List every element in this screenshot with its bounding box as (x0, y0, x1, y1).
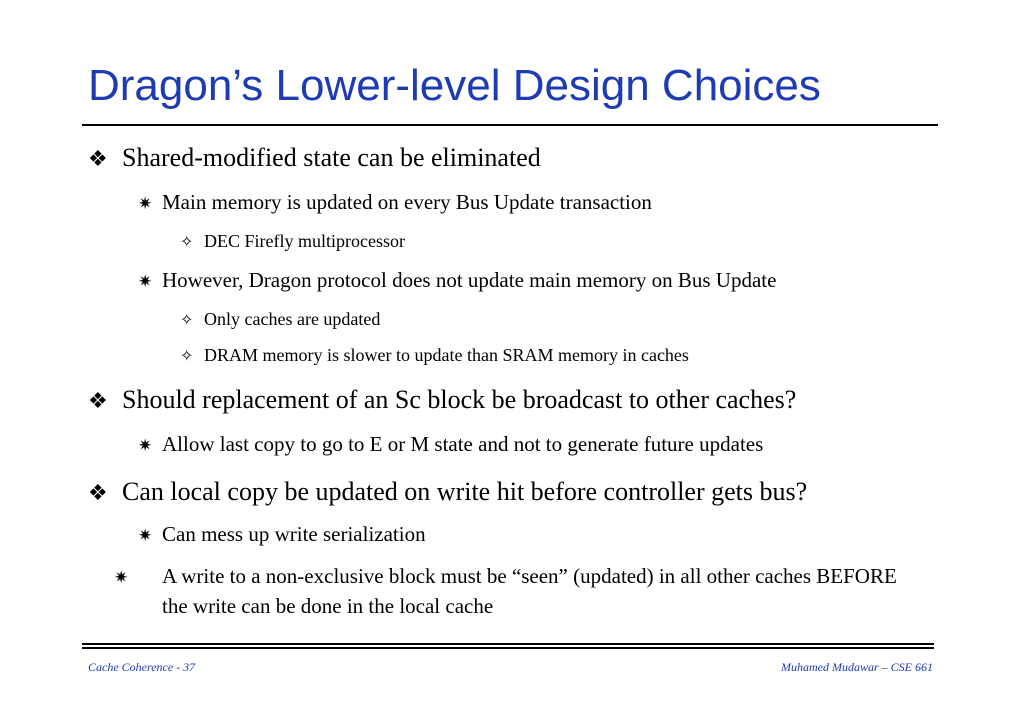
sub-bullet-item (138, 266, 776, 296)
bullet-item (88, 383, 796, 418)
bullet-text: Can local copy be updated on write hit before controller gets bus? (122, 477, 808, 506)
sub-bullet-item (138, 430, 763, 460)
bullet-text: Only caches are updated (204, 309, 381, 329)
footer-divider-bottom (82, 647, 934, 649)
sub-bullet-item (138, 520, 426, 550)
bullet-text: Can mess up write serialization (162, 522, 426, 546)
four-diamond-icon: ❖ (88, 388, 108, 413)
four-point-star-icon: ✧ (180, 234, 194, 251)
bullet-text: Allow last copy to go to E or M state and not to generate future updates (162, 432, 764, 456)
asterisk-icon: ✷ (138, 436, 153, 455)
four-diamond-icon: ❖ (88, 480, 108, 505)
bullet-item (88, 141, 541, 176)
asterisk-icon: ✷ (114, 568, 129, 587)
footer-right-text: Muhamed Mudawar – CSE 661 (781, 660, 933, 674)
title-divider (82, 124, 938, 126)
asterisk-icon: ✷ (138, 194, 153, 213)
slide-title: Dragon’s Lower-level Design Choices (88, 61, 821, 110)
four-diamond-icon: ❖ (88, 146, 108, 171)
bullet-text: DEC Firefly multiprocessor (204, 231, 405, 251)
sub-bullet-item (114, 562, 922, 620)
sub-sub-bullet-item (180, 343, 689, 369)
asterisk-icon: ✷ (138, 526, 153, 545)
sub-sub-bullet-item (180, 229, 405, 255)
bullet-text: A write to a non-exclusive block must be “seen” (updated) in all other caches BEFORE the write can be done in the local cache (162, 564, 897, 618)
bullet-text: Main memory is updated on every Bus Update transaction (162, 190, 652, 214)
footer-left-text: Cache Coherence - 37 (88, 660, 196, 674)
sub-sub-bullet-item (180, 307, 380, 333)
asterisk-icon: ✷ (138, 272, 153, 291)
footer-divider-top (82, 643, 934, 645)
bullet-text: Should replacement of an Sc block be broadcast to other caches? (122, 385, 797, 414)
four-point-star-icon: ✧ (180, 348, 194, 365)
bullet-text: However, Dragon protocol does not update main memory on Bus Update (162, 268, 777, 292)
bullet-item (88, 475, 807, 510)
bullet-text: Shared-modified state can be eliminated (122, 143, 541, 172)
sub-bullet-item (138, 188, 652, 218)
four-point-star-icon: ✧ (180, 312, 194, 329)
bullet-text: DRAM memory is slower to update than SRAM memory in caches (204, 345, 689, 365)
